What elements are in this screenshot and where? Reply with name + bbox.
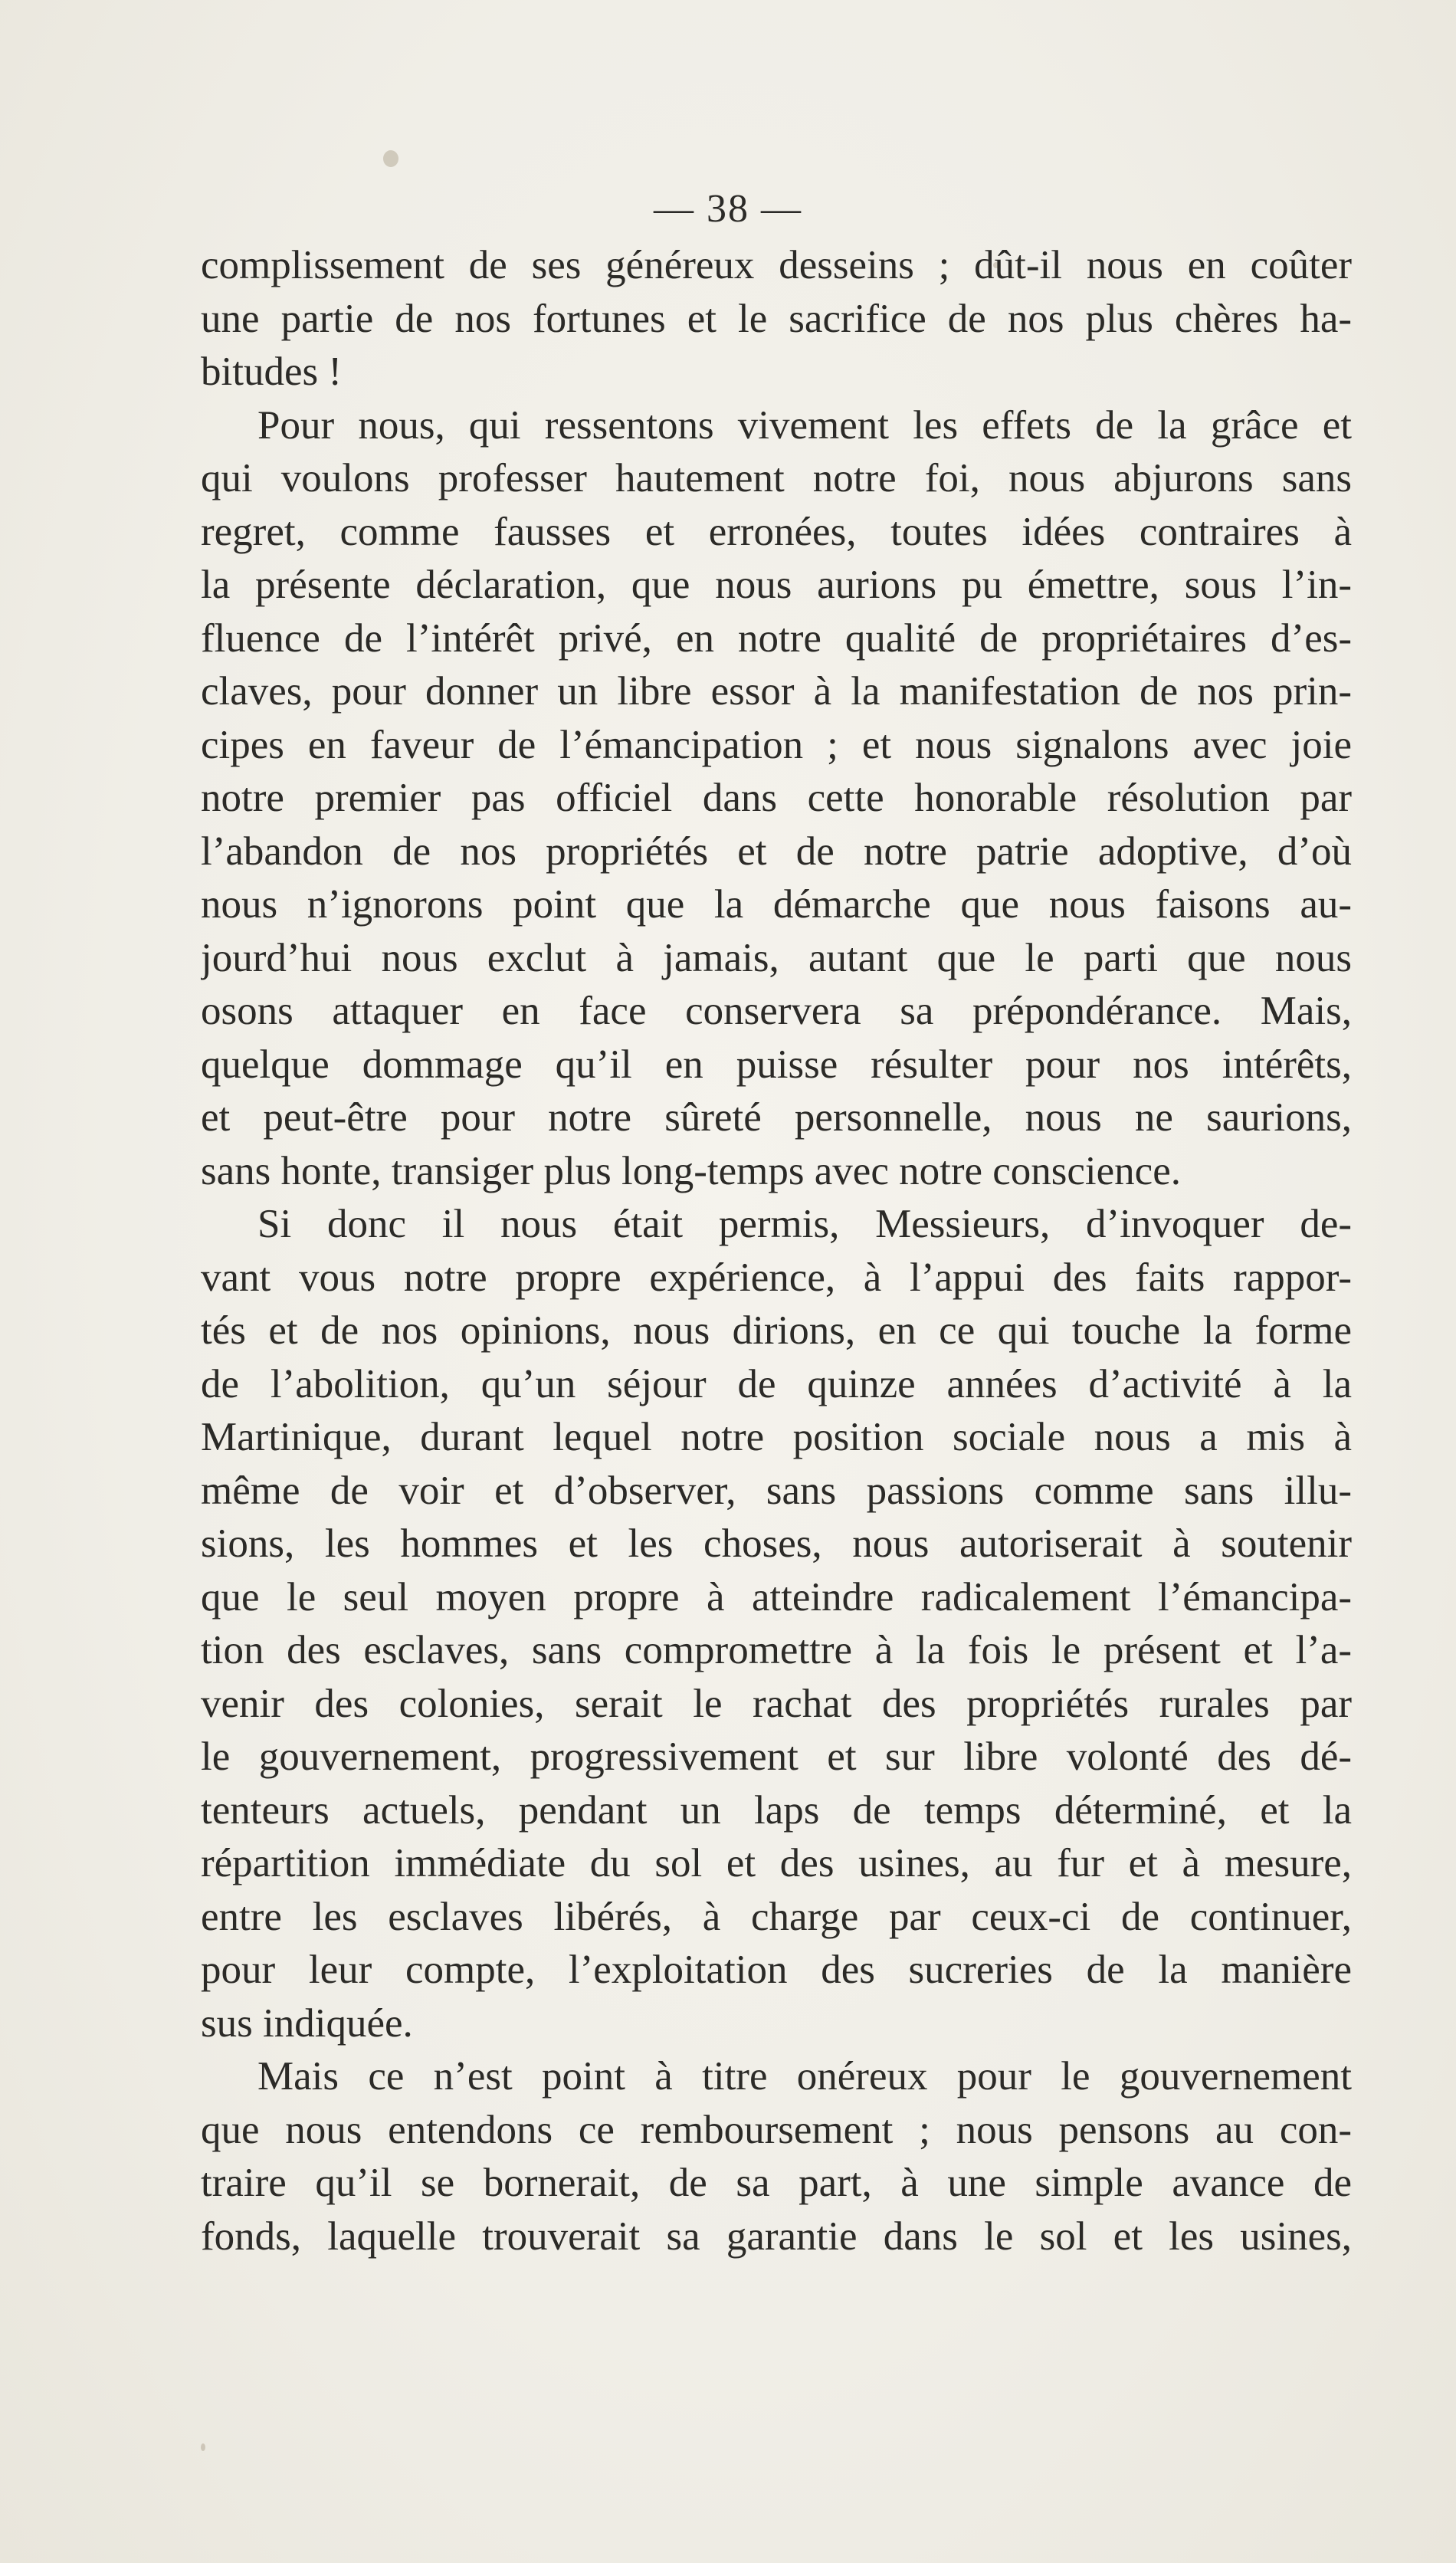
text-line: tenteurs actuels, pendant un laps de temps déterminé, et la <box>201 1787 1352 1833</box>
text-line: même de voir et d’observer, sans passions comme sans illu- <box>201 1468 1352 1513</box>
text-line: pour leur compte, l’exploitation des sucreries de la manière <box>201 1948 1352 1992</box>
text-line: sans honte, transiger plus long-temps avec notre conscience. <box>201 1148 1181 1193</box>
text-line: Pour nous, qui ressentons vivement les effets de la grâce et <box>257 402 1352 448</box>
text-line: nous n’ignorons point que la démarche que nous faisons au- <box>201 882 1352 927</box>
body-text <box>201 239 1352 2263</box>
text-line: complissement de ses généreux desseins ; dût-il nous en coûter <box>201 243 1352 287</box>
page-number: — 38 — <box>654 187 802 231</box>
text-line: qui voulons professer hautement notre foi, nous abjurons sans <box>201 456 1352 500</box>
text-line: l’abandon de nos propriétés et de notre patrie adoptive, d’où <box>201 829 1352 874</box>
text-line: une partie de nos fortunes et le sacrifice de nos plus chères ha- <box>201 296 1352 341</box>
text-line: sions, les hommes et les choses, nous autoriserait à soutenir <box>201 1521 1352 1566</box>
text-line: cipes en faveur de l’émancipation ; et nous signalons avec joie <box>201 722 1352 767</box>
text-line: notre premier pas officiel dans cette honorable résolution par <box>201 776 1352 820</box>
text-line: regret, comme fausses et erronées, toutes idées contraires à <box>201 509 1352 554</box>
paragraph-2 <box>201 399 1352 1199</box>
text-line: le gouvernement, progressivement et sur libre volonté des dé- <box>201 1734 1352 1779</box>
text-line: claves, pour donner un libre essor à la manifestation de nos prin- <box>201 669 1352 714</box>
text-line: tion des esclaves, sans compromettre à la fois le présent et l’a- <box>201 1628 1352 1672</box>
text-line: quelque dommage qu’il en puisse résulter pour nos intérêts, <box>201 1042 1352 1087</box>
text-line: Martinique, durant lequel notre position sociale nous a mis à <box>201 1415 1352 1459</box>
paragraph-1 <box>201 239 1352 399</box>
text-line: de l’abolition, qu’un séjour de quinze années d’activité à la <box>201 1361 1352 1406</box>
text-line: Si donc il nous était permis, Messieurs, d’invoquer de- <box>257 1202 1352 1246</box>
text-line: traire qu’il se bornerait, de sa part, à une simple avance de <box>201 2161 1352 2205</box>
text-line: Mais ce n’est point à titre onéreux pour le gouvernement <box>257 2054 1352 2099</box>
text-line: jourd’hui nous exclut à jamais, autant que le parti que nous <box>201 935 1352 980</box>
text-line: fluence de l’intérêt privé, en notre qualité de propriétaires d’es- <box>201 615 1352 661</box>
text-line: que nous entendons ce remboursement ; nous pensons au con- <box>201 2107 1352 2152</box>
text-line: fonds, laquelle trouverait sa garantie dans le sol et les usines, <box>201 2214 1352 2259</box>
text-line: tés et de nos opinions, nous dirions, en ce qui touche la forme <box>201 1308 1352 1353</box>
paragraph-4 <box>201 2050 1352 2263</box>
text-line: sus indiquée. <box>201 2000 413 2046</box>
paper-stain <box>383 150 398 167</box>
paper-stain <box>201 2443 205 2451</box>
text-line: venir des colonies, serait le rachat des propriétés rurales par <box>201 1681 1352 1726</box>
text-line: osons attaquer en face conservera sa prépondérance. Mais, <box>201 989 1352 1033</box>
text-line: vant vous notre propre expérience, à l’appui des faits rappor- <box>201 1255 1352 1300</box>
text-line: que le seul moyen propre à atteindre radicalement l’émancipa- <box>201 1574 1352 1620</box>
text-line: et peut-être pour notre sûreté personnelle, nous ne saurions, <box>201 1095 1352 1140</box>
text-line: bitudes ! <box>201 350 342 394</box>
text-line: entre les esclaves libérés, à charge par ceux-ci de continuer, <box>201 1894 1352 1939</box>
paragraph-3 <box>201 1198 1352 2050</box>
text-line: répartition immédiate du sol et des usines, au fur et à mesure, <box>201 1841 1352 1885</box>
text-line: la présente déclaration, que nous aurions pu émettre, sous l’in- <box>201 563 1352 607</box>
